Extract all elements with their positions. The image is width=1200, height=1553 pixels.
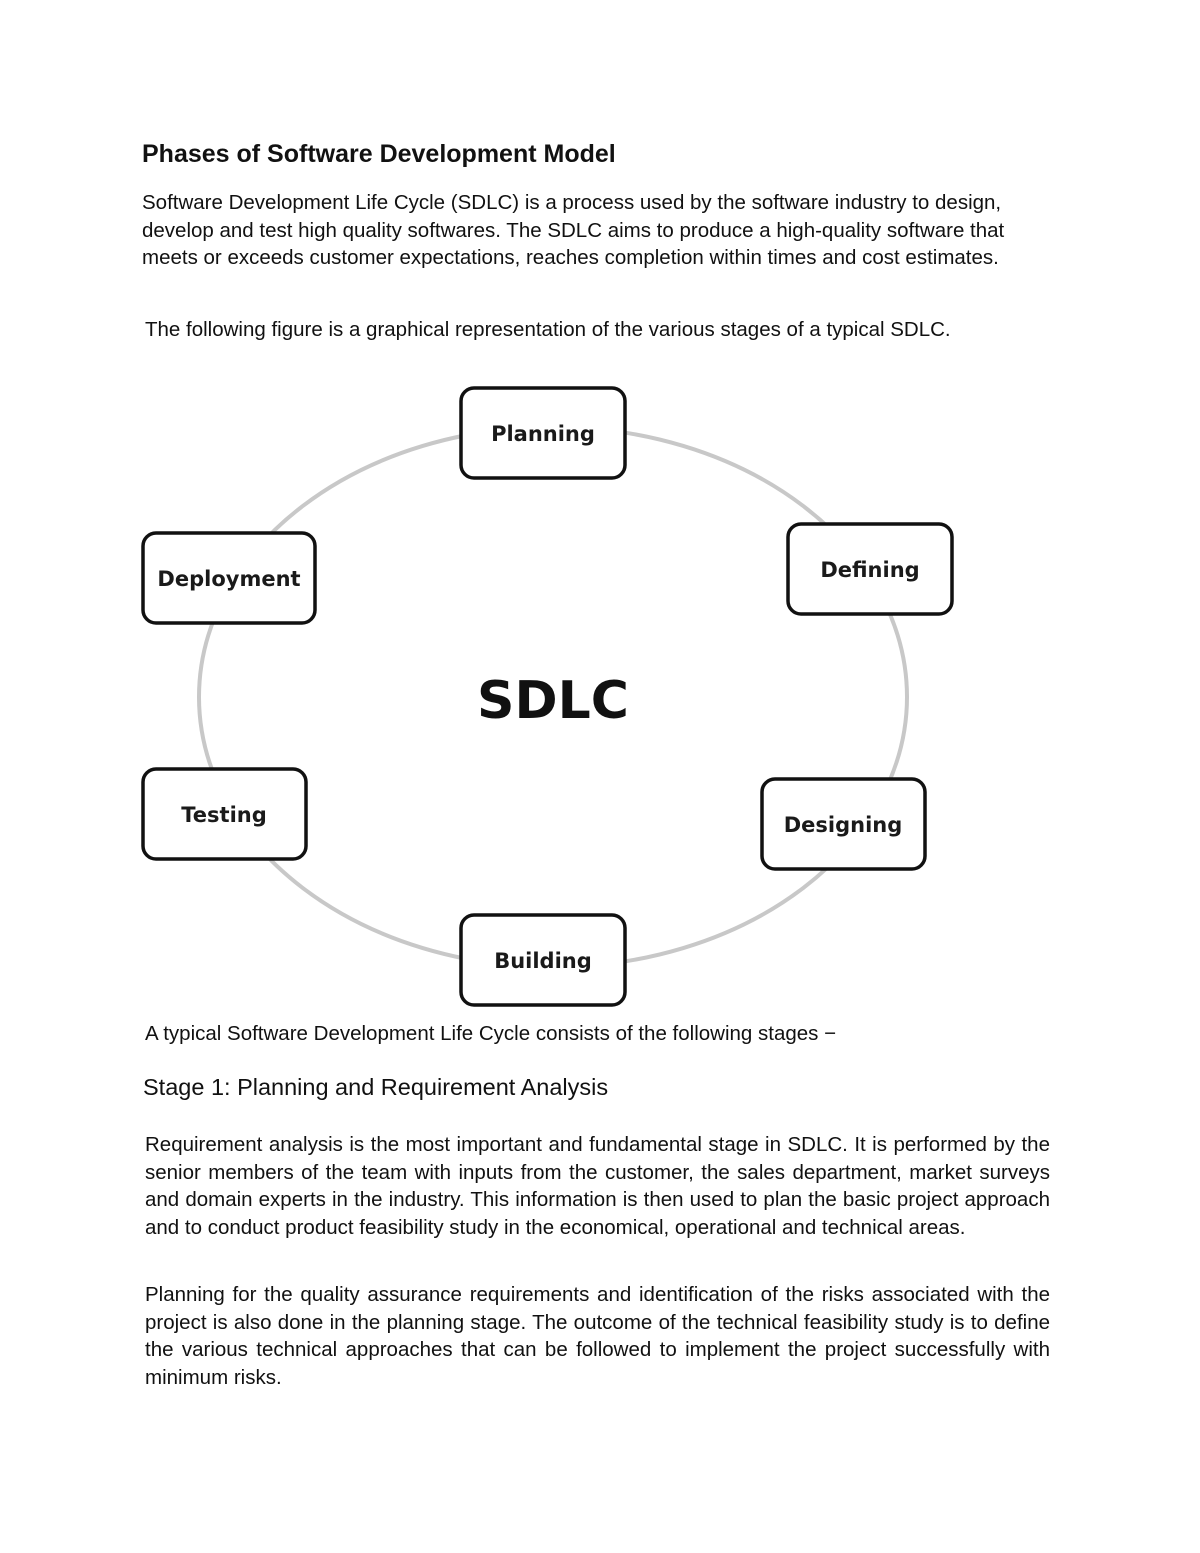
- typical-stages-text: A typical Software Development Life Cycle consists of the following stages −: [145, 1022, 837, 1045]
- stage-label-designing: Designing: [783, 813, 903, 837]
- stage-label-planning: Planning: [491, 422, 595, 446]
- intro-paragraph: Software Development Life Cycle (SDLC) is a process used by the software industry to design, develop and test high quality softwares. The SDLC aims to produce a high-quality software that meets or exceeds customer expectations, reaches completion within times and cost estimates.: [142, 191, 1005, 269]
- stage-label-testing: Testing: [181, 803, 267, 827]
- stage-box-defining: [788, 524, 952, 614]
- requirement-analysis-paragraph: Requirement analysis is the most important and fundamental stage in SDLC. It is performed by the senior members of the team with inputs from the customer, the sales department, market surveys and domain experts in the industry. This information is then used to plan the basic project approach and to conduct product feasibility study in the economical, operational and technical areas.: [145, 1133, 1050, 1239]
- stage-box-building: [461, 915, 625, 1005]
- stage-label-deployment: Deployment: [157, 567, 301, 591]
- stage-label-defining: Defining: [820, 558, 920, 582]
- stage-box-testing: [143, 769, 306, 859]
- cycle-ring: [199, 427, 907, 967]
- stage-1-heading: Stage 1: Planning and Requirement Analysis: [143, 1074, 609, 1100]
- quality-assurance-paragraph: Planning for the quality assurance requirements and identification of the risks associated with the project is also done in the planning stage. The outcome of the technical feasibility study is to define the various technical approaches that can be followed to implement the project successfully with minimum risks.: [145, 1283, 1050, 1389]
- page-title: Phases of Software Development Model: [142, 140, 616, 168]
- stage-box-deployment: [143, 533, 315, 623]
- figure-intro-paragraph: The following figure is a graphical representation of the various stages of a typical SDLC.: [145, 318, 951, 341]
- stage-box-designing: [762, 779, 925, 869]
- stage-label-building: Building: [494, 949, 592, 973]
- stage-box-planning: [461, 388, 625, 478]
- sdlc-center-label: SDLC: [477, 671, 629, 731]
